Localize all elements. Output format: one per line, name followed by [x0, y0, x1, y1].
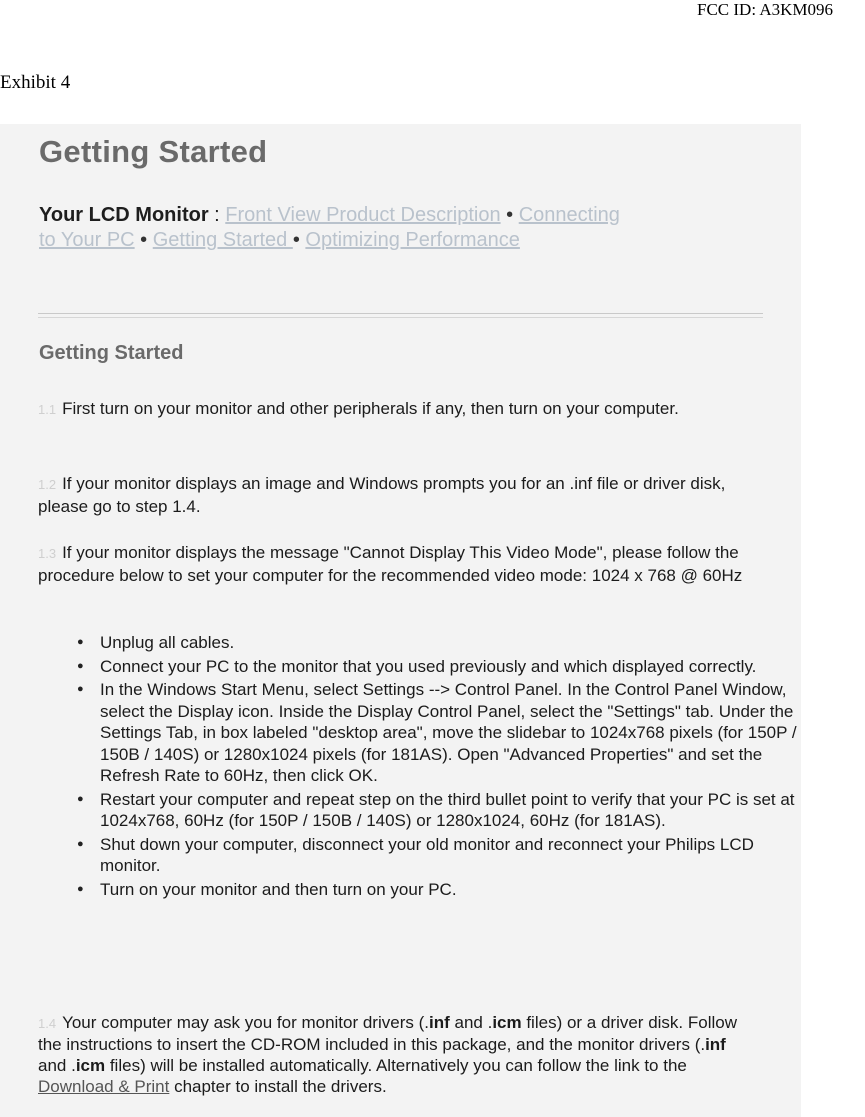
download-print-link[interactable]: Download & Print: [38, 1077, 170, 1096]
section-title: Getting Started: [39, 342, 184, 364]
inf-bold: inf: [428, 1013, 450, 1032]
step-number: 1.4: [38, 1016, 57, 1031]
driver-text: and .: [449, 1013, 493, 1032]
step-paragraph: [38, 542, 758, 587]
icm-bold: icm: [492, 1013, 522, 1032]
driver-text: chapter to install the drivers.: [169, 1077, 387, 1096]
fcc-id: FCC ID: A3KM096: [697, 0, 834, 19]
list-item: ● Restart your computer and repeat step on the third bullet point to verify that your PC is set at 1024x768, 60Hz (for 150P / 150B / 140S) or 1280x1024, 60Hz (for 181AS).: [100, 789, 801, 832]
driver-text: files) will be installed automatically. Alternatively you can follow the link to the: [105, 1056, 687, 1075]
breadcrumb-nav: [39, 203, 639, 253]
divider: [38, 313, 763, 318]
step-text: If your monitor displays the message "Cannot Display This Video Mode", please follow the procedure below to set your computer for the recommended video mode: 1024 x 768 @ 60Hz: [38, 543, 743, 585]
step-text: If your monitor displays an image and Windows prompts you for an .inf file or driver disk, please go to step 1.4.: [38, 474, 726, 516]
step-paragraph: [38, 398, 758, 421]
driver-text: and .: [38, 1056, 76, 1075]
nav-link-getting-started[interactable]: Getting Started: [152, 229, 293, 251]
step-number: 1.2: [38, 477, 57, 492]
list-item: ● Connect your PC to the monitor that you used previously and which displayed correctly.: [100, 656, 801, 678]
step-paragraph: [38, 473, 758, 518]
step-number: 1.3: [38, 546, 57, 561]
nav-colon: :: [208, 204, 226, 226]
driver-text: Your computer may ask you for monitor drivers (.: [62, 1013, 429, 1032]
icm-bold: icm: [75, 1056, 106, 1075]
page-title: Getting Started: [39, 134, 268, 169]
nav-link-front-view[interactable]: Front View Product Description: [225, 204, 501, 226]
driver-text: files) or a driver disk. Follow the instructions to insert the CD-ROM included in this package, and the monitor drivers (.: [38, 1013, 737, 1054]
inf-bold: inf: [705, 1035, 726, 1054]
driver-paragraph: [38, 1012, 758, 1097]
nav-separator: •: [292, 229, 306, 251]
list-item: ● In the Windows Start Menu, select Settings --> Control Panel. In the Control Panel Window, select the Display icon. Inside the Display Control Panel, select the "Settings" tab. Under the Settings Tab, in box labeled "desktop area", move the slidebar to 1024x768 pixels (for 150P / 150B / 140S) or 1280x1024 pixels (for 181AS). Open "Advanced Properties" and set the Refresh Rate to 60Hz, then click OK.: [100, 679, 801, 787]
step-text: First turn on your monitor and other peripherals if any, then turn on your computer.: [62, 399, 679, 418]
nav-separator: •: [500, 204, 519, 226]
nav-separator: •: [134, 229, 153, 251]
step-number: 1.1: [38, 402, 57, 417]
exhibit-label: Exhibit 4: [0, 72, 71, 93]
procedure-list: [40, 632, 801, 902]
list-item: ● Turn on your monitor and then turn on your PC.: [100, 879, 801, 901]
list-item: ● Unplug all cables.: [100, 632, 801, 654]
nav-link-optimizing[interactable]: Optimizing Performance: [305, 229, 520, 251]
list-item: ● Shut down your computer, disconnect your old monitor and reconnect your Philips LCD monitor.: [100, 834, 801, 877]
scanned-page: [0, 124, 801, 1117]
nav-link-connecting[interactable]: Connecting to Your PC: [39, 204, 620, 251]
nav-monitor-label: Your LCD Monitor: [39, 204, 209, 226]
